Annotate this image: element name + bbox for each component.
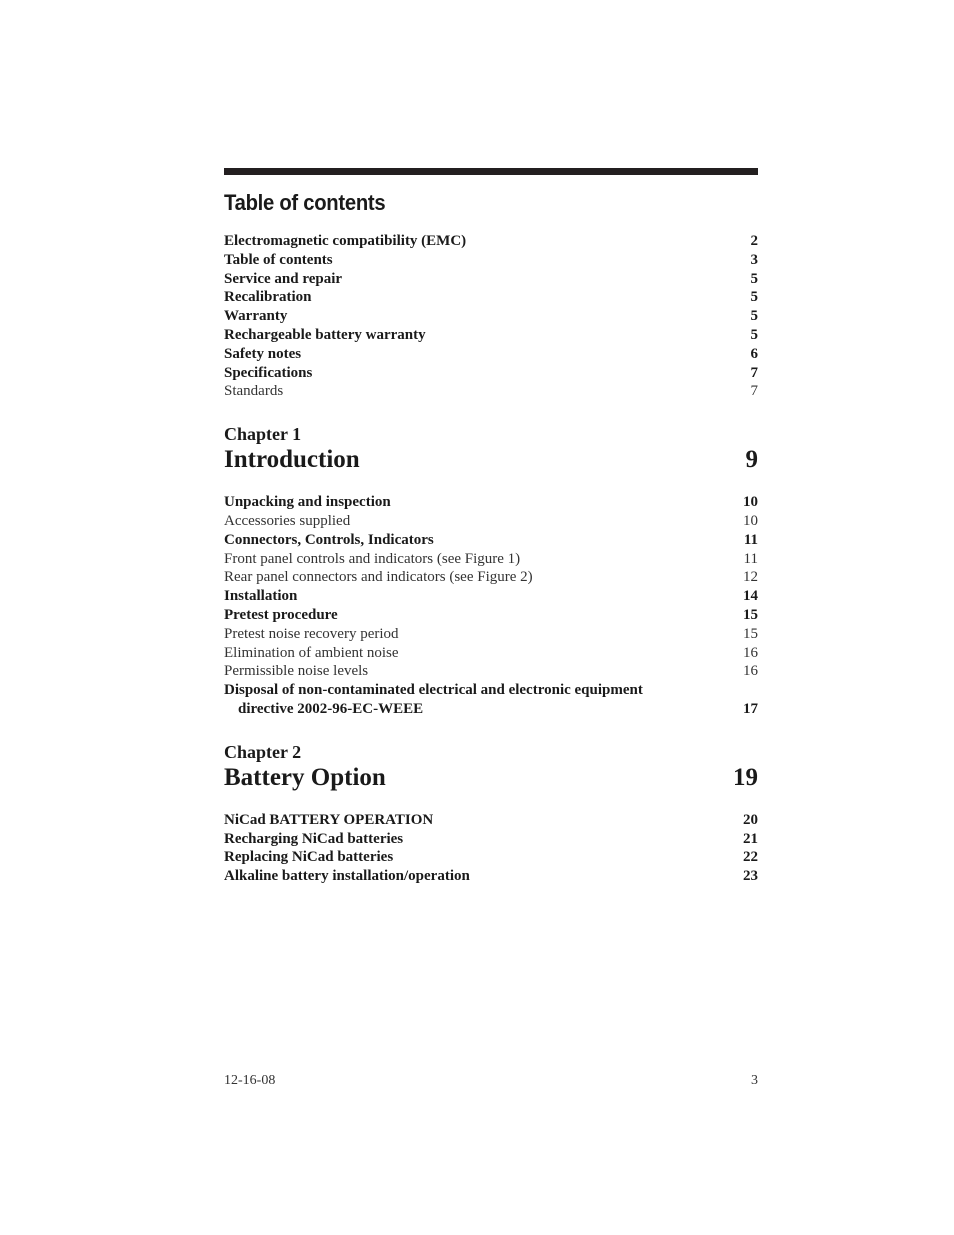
toc-entry-wrapped[interactable]	[224, 681, 758, 719]
toc-entry[interactable]: Warranty 5	[224, 308, 758, 325]
toc-subentry[interactable]: Rear panel connectors and indicators (see Figure 2) 12	[224, 569, 758, 586]
page-footer	[224, 1073, 758, 1089]
toc-subentry[interactable]: Standards 7	[224, 383, 758, 400]
toc-subentry[interactable]: Elimination of ambient noise 16	[224, 644, 758, 661]
header-rule	[224, 168, 758, 175]
toc-entry[interactable]: Safety notes 6	[224, 345, 758, 362]
toc-subentry[interactable]: Permissible noise levels 16	[224, 663, 758, 680]
toc-entry[interactable]: Electromagnetic compatibility (EMC) 2	[224, 233, 758, 249]
toc-entry[interactable]: Service and repair 5	[224, 270, 758, 287]
toc-entry[interactable]: Unpacking and inspection 10	[224, 494, 758, 511]
chapter-label: Chapter 2	[224, 741, 302, 762]
toc-entry[interactable]: Rechargeable battery warranty 5	[224, 326, 758, 343]
toc-page	[224, 168, 758, 886]
toc-entry[interactable]: Table of contents 3	[224, 251, 758, 268]
footer-date: 12-16-08	[224, 1073, 276, 1088]
toc-entry[interactable]: Pretest procedure 15	[224, 606, 758, 623]
chapter-2-section	[224, 741, 758, 886]
toc-entry[interactable]: Recalibration 5	[224, 289, 758, 306]
chapter-heading[interactable]: Introduction 9	[224, 446, 758, 474]
toc-entry[interactable]: Alkaline battery installation/operation 23	[224, 868, 758, 885]
chapter-label: Chapter 1	[224, 424, 302, 445]
toc-subentry[interactable]: Pretest noise recovery period 15	[224, 625, 758, 642]
toc-entry[interactable]: Installation 14	[224, 588, 758, 605]
footer-page-number: 3	[751, 1073, 758, 1088]
toc-subentry[interactable]: Front panel controls and indicators (see Figure 1) 11	[224, 550, 758, 567]
toc-entry-line1: Disposal of non-contaminated electrical and electronic equipment	[224, 682, 643, 699]
chapter-1-section	[224, 423, 758, 719]
toc-entry[interactable]: Connectors, Controls, Indicators 11	[224, 531, 758, 548]
toc-entry[interactable]: NiCad BATTERY OPERATION 20	[224, 811, 758, 828]
toc-subentry[interactable]: Accessories supplied 10	[224, 512, 758, 529]
toc-entry[interactable]: Replacing NiCad batteries 22	[224, 849, 758, 866]
front-matter-list	[224, 232, 758, 401]
toc-entry-line2: directive 2002-96-EC-WEEE	[238, 700, 424, 717]
toc-entry-page: 17	[743, 700, 758, 717]
toc-entry[interactable]: Recharging NiCad batteries 21	[224, 830, 758, 847]
chapter-heading[interactable]: Battery Option 19	[224, 763, 758, 791]
toc-entry[interactable]: Specifications 7	[224, 364, 758, 381]
page-title: Table of contents	[224, 190, 386, 215]
